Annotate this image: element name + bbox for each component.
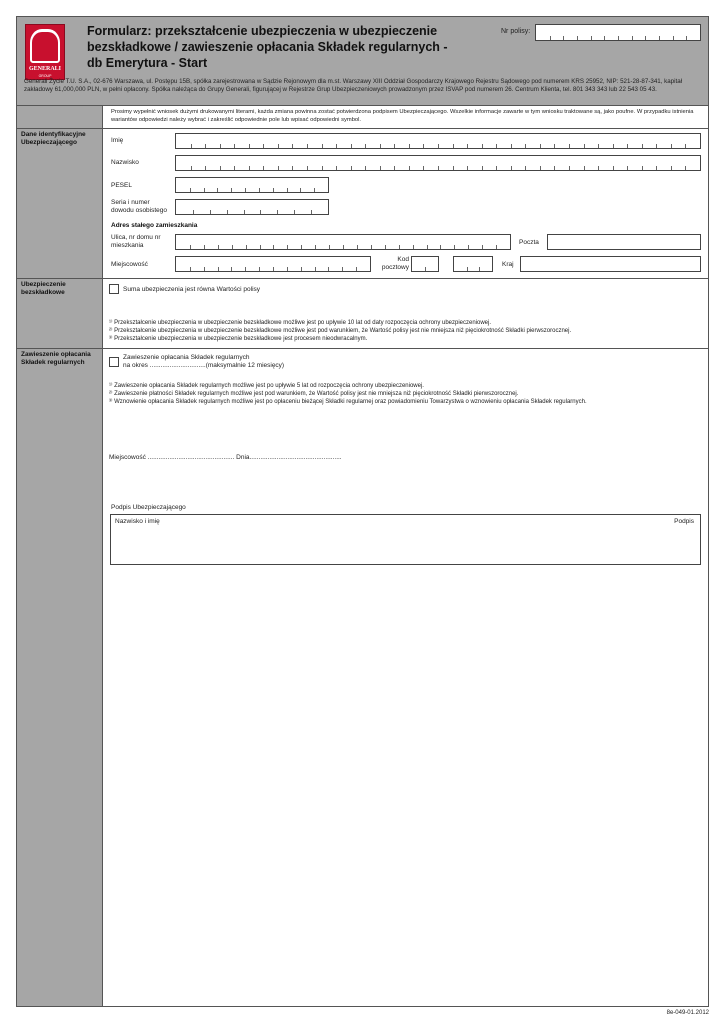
comb-tick — [328, 267, 329, 271]
comb-tick — [685, 144, 686, 148]
comb-tick — [385, 245, 386, 249]
generali-logo — [25, 24, 65, 80]
city-label: Miejscowość — [111, 261, 148, 268]
comb-tick — [656, 166, 657, 170]
comb-tick — [218, 245, 219, 249]
comb-tick — [380, 166, 381, 170]
lion-icon — [30, 29, 60, 63]
comb-tick — [685, 166, 686, 170]
pesel-label: PESEL — [111, 182, 132, 189]
comb-tick — [399, 245, 400, 249]
comb-tick — [627, 144, 628, 148]
comb-tick — [371, 245, 372, 249]
comb-tick — [231, 188, 232, 192]
comb-tick — [190, 188, 191, 192]
post-office-field[interactable] — [547, 234, 701, 250]
suspension-footnote: ³⁾ Wznowienie opłacania Składek regularnych możliwe jest po opłaceniu bieżącej Składki regularnej oraz powiadomieniu Towarzystwa o wznowieniu opłacania Składek regularnych. — [109, 399, 587, 405]
comb-tick — [671, 166, 672, 170]
comb-tick — [511, 144, 512, 148]
comb-tick — [287, 188, 288, 192]
comb-tick — [342, 267, 343, 271]
comb-tick — [311, 210, 312, 214]
comb-tick — [409, 166, 410, 170]
comb-tick — [438, 166, 439, 170]
comb-tick — [423, 166, 424, 170]
comb-tick — [482, 245, 483, 249]
paid-up-footnote: ¹⁾ Przekształcenie ubezpieczenia w ubezpieczenie bezskładkowe możliwe jest po upływie 10 lat od daty rozpoczęcia ochrony ubezpieczeniowej. — [109, 320, 492, 326]
first-name-field[interactable] — [175, 133, 701, 149]
last-name-field[interactable] — [175, 155, 701, 171]
post-office-label: Poczta — [519, 239, 539, 246]
company-info: Generali Życie T.U. S.A., 02-676 Warszawa, ul. Postępu 15B, spółka zarejestrowana w Sądzie Rejonowym dla m.st. Warszawy XIII Oddział Gospodarczy Krajowego Rejestru Sądowego pod numerem KRS 25952, NIP: 521-28-87-341, kapitał zakładowy 61,000,000 PLN, w pełni opłacony. Spółka należąca do Grupy Generali, figurującej w Rejestrze Grup Ubezpieczeniowych prowadzonym przez ISVAP pod numerem 26. Centrum Klienta, tel. 801 343 343 lub 22 543 05 43. — [24, 78, 683, 93]
comb-tick — [292, 166, 293, 170]
title-line: bezskładkowe / zawieszenie opłacania Składek regularnych - — [87, 40, 448, 54]
title-line: db Emerytura - Start — [87, 56, 208, 70]
postal-code-label: Kod pocztowy — [381, 256, 409, 271]
section-label-column — [17, 106, 103, 1006]
logo-group-text: GROUP — [38, 74, 52, 78]
comb-tick — [190, 267, 191, 271]
comb-tick — [618, 36, 619, 40]
comb-tick — [554, 166, 555, 170]
comb-tick — [525, 166, 526, 170]
comb-tick — [301, 267, 302, 271]
postal-code-field-2[interactable] — [453, 256, 493, 272]
comb-tick — [357, 245, 358, 249]
comb-tick — [569, 166, 570, 170]
signature-header: Podpis Ubezpieczającego — [111, 504, 186, 511]
paid-up-footnote: ²⁾ Przekształcenie ubezpieczenia w ubezpieczenie bezskładkowe możliwe jest pod warunkiem, że Wartość polisy jest nie mniejsza niż pięciokrotność Składki pierwszorocznej. — [109, 328, 572, 334]
comb-tick — [204, 188, 205, 192]
paid-up-footnote: ³⁾ Przekształcenie ubezpieczenia w ubezpieczenie bezskładkowe jest procesem nieodwracalnym. — [109, 336, 368, 342]
divider — [17, 128, 708, 129]
comb-tick — [300, 188, 301, 192]
comb-tick — [425, 267, 426, 271]
comb-tick — [322, 166, 323, 170]
comb-tick — [244, 210, 245, 214]
comb-tick — [613, 144, 614, 148]
country-field[interactable] — [520, 256, 701, 272]
policy-number-field[interactable] — [535, 24, 701, 41]
comb-tick — [193, 210, 194, 214]
comb-tick — [467, 267, 468, 271]
comb-tick — [394, 144, 395, 148]
suspension-footnote: ¹⁾ Zawieszenie opłacania Składek regularnych możliwe jest po upływie 5 lat od rozpoczęcia ochrony ubezpieczeniowej. — [109, 383, 424, 389]
comb-tick — [278, 166, 279, 170]
comb-tick — [550, 36, 551, 40]
comb-tick — [423, 144, 424, 148]
comb-tick — [292, 144, 293, 148]
comb-tick — [301, 245, 302, 249]
comb-tick — [205, 166, 206, 170]
comb-tick — [249, 144, 250, 148]
policy-number-label: Nr polisy: — [501, 28, 531, 35]
comb-tick — [598, 144, 599, 148]
comb-tick — [315, 267, 316, 271]
comb-tick — [642, 144, 643, 148]
comb-tick — [278, 144, 279, 148]
first-name-label: Imię — [111, 137, 124, 144]
comb-tick — [656, 144, 657, 148]
comb-tick — [245, 267, 246, 271]
comb-tick — [287, 267, 288, 271]
comb-tick — [365, 166, 366, 170]
comb-tick — [204, 267, 205, 271]
comb-tick — [234, 144, 235, 148]
section-label-suspension: Zawieszenie opłacania Składek regularnych — [21, 351, 91, 366]
city-field[interactable] — [175, 256, 371, 272]
comb-tick — [467, 166, 468, 170]
comb-tick — [659, 36, 660, 40]
comb-tick — [584, 166, 585, 170]
comb-tick — [227, 210, 228, 214]
comb-tick — [482, 144, 483, 148]
paid-up-checkbox[interactable] — [109, 284, 119, 294]
comb-tick — [479, 267, 480, 271]
comb-tick — [427, 245, 428, 249]
comb-tick — [453, 144, 454, 148]
comb-tick — [540, 144, 541, 148]
comb-tick — [231, 267, 232, 271]
comb-tick — [673, 36, 674, 40]
form-title — [87, 23, 467, 71]
comb-tick — [191, 144, 192, 148]
comb-tick — [260, 245, 261, 249]
comb-tick — [294, 210, 295, 214]
instructions-text: Prosimy wypełnić wniosek dużymi drukowanymi literami, każda zmiana powinna zostać potwierdzona podpisem Ubezpieczającego. Wszelkie informacje zawarte w tym wniosku traktowane są, jako poufne. W przypadku istnienia wariantów odpowiedzi należy wybrać i zakreślić odpowiednie pole lub wpisać odpowiedni symbol. — [111, 109, 694, 123]
comb-tick — [260, 210, 261, 214]
comb-tick — [307, 166, 308, 170]
comb-tick — [322, 144, 323, 148]
comb-tick — [190, 245, 191, 249]
form-page — [16, 16, 709, 1007]
comb-tick — [468, 245, 469, 249]
comb-tick — [245, 188, 246, 192]
comb-tick — [259, 267, 260, 271]
comb-tick — [351, 144, 352, 148]
suspension-footnote: ²⁾ Zawieszenie płatności Składek regularnych możliwe jest pod warunkiem, że Wartość polisy jest nie mniejsza niż pięciokrotność Składki pierwszorocznej. — [109, 391, 519, 397]
comb-tick — [454, 245, 455, 249]
comb-tick — [554, 144, 555, 148]
comb-tick — [273, 188, 274, 192]
comb-tick — [511, 166, 512, 170]
comb-tick — [218, 267, 219, 271]
comb-tick — [259, 188, 260, 192]
comb-tick — [467, 144, 468, 148]
comb-tick — [482, 166, 483, 170]
title-line: Formularz: przekształcenie ubezpieczenia w ubezpieczenie — [87, 24, 438, 38]
comb-tick — [496, 166, 497, 170]
comb-tick — [563, 36, 564, 40]
comb-tick — [409, 144, 410, 148]
suspension-checkbox-label: Zawieszenie opłacania Składek regularnych — [123, 354, 250, 361]
suspension-period-label: na okres ...............................(maksymalnie 12 miesięcy) — [123, 362, 285, 369]
form-header — [17, 17, 708, 106]
comb-tick — [569, 144, 570, 148]
comb-tick — [246, 245, 247, 249]
comb-tick — [220, 166, 221, 170]
country-label: Kraj — [502, 261, 514, 268]
comb-tick — [273, 245, 274, 249]
signature-label: Podpis — [674, 518, 694, 525]
paid-up-checkbox-label: Suma ubezpieczenia jest równa Wartości polisy — [123, 286, 261, 293]
comb-tick — [273, 267, 274, 271]
comb-tick — [232, 245, 233, 249]
comb-tick — [210, 210, 211, 214]
comb-tick — [525, 144, 526, 148]
comb-tick — [336, 144, 337, 148]
section-label-insured: Dane identyfikacyjne Ubezpieczającego — [21, 131, 86, 146]
comb-tick — [632, 36, 633, 40]
comb-tick — [263, 144, 264, 148]
comb-tick — [329, 245, 330, 249]
logo-text: GENERALI — [28, 66, 61, 72]
comb-tick — [277, 210, 278, 214]
id-card-label: Seria i numer dowodu osobistego — [111, 199, 168, 214]
comb-tick — [577, 36, 578, 40]
comb-tick — [263, 166, 264, 170]
comb-tick — [249, 166, 250, 170]
comb-tick — [220, 144, 221, 148]
comb-tick — [438, 144, 439, 148]
comb-tick — [671, 144, 672, 148]
divider — [17, 278, 708, 279]
comb-tick — [453, 166, 454, 170]
comb-tick — [336, 166, 337, 170]
comb-tick — [380, 144, 381, 148]
comb-tick — [314, 188, 315, 192]
comb-tick — [204, 245, 205, 249]
comb-tick — [343, 245, 344, 249]
comb-tick — [440, 245, 441, 249]
comb-tick — [591, 36, 592, 40]
comb-tick — [205, 144, 206, 148]
comb-tick — [584, 144, 585, 148]
comb-tick — [604, 36, 605, 40]
section-label-paid-up: Ubezpieczenie bezskładkowe — [21, 281, 66, 296]
comb-tick — [287, 245, 288, 249]
comb-tick — [598, 166, 599, 170]
comb-tick — [686, 36, 687, 40]
postal-code-field-1[interactable] — [411, 256, 439, 272]
comb-tick — [642, 166, 643, 170]
comb-tick — [413, 245, 414, 249]
comb-tick — [365, 144, 366, 148]
comb-tick — [351, 166, 352, 170]
comb-tick — [394, 166, 395, 170]
comb-tick — [496, 245, 497, 249]
comb-tick — [496, 144, 497, 148]
comb-tick — [191, 166, 192, 170]
divider — [17, 348, 708, 349]
comb-tick — [613, 166, 614, 170]
name-label: Nazwisko i imię — [115, 518, 160, 525]
id-card-field[interactable] — [175, 199, 329, 215]
comb-tick — [234, 166, 235, 170]
comb-tick — [217, 188, 218, 192]
signature-box[interactable] — [110, 514, 701, 565]
form-code: 8e-049-01.2012 — [666, 1010, 709, 1016]
last-name-label: Nazwisko — [111, 159, 139, 166]
street-label: Ulica, nr domu nr mieszkania — [111, 234, 161, 249]
comb-tick — [307, 144, 308, 148]
address-header: Adres stałego zamieszkania — [111, 222, 198, 229]
comb-tick — [540, 166, 541, 170]
comb-tick — [645, 36, 646, 40]
comb-tick — [315, 245, 316, 249]
street-field[interactable] — [175, 234, 511, 250]
comb-tick — [627, 166, 628, 170]
comb-tick — [356, 267, 357, 271]
pesel-field[interactable] — [175, 177, 329, 193]
place-date-line[interactable]: Miejscowość ................................................ Dnia................................................... — [109, 454, 342, 461]
suspension-checkbox[interactable] — [109, 357, 119, 367]
